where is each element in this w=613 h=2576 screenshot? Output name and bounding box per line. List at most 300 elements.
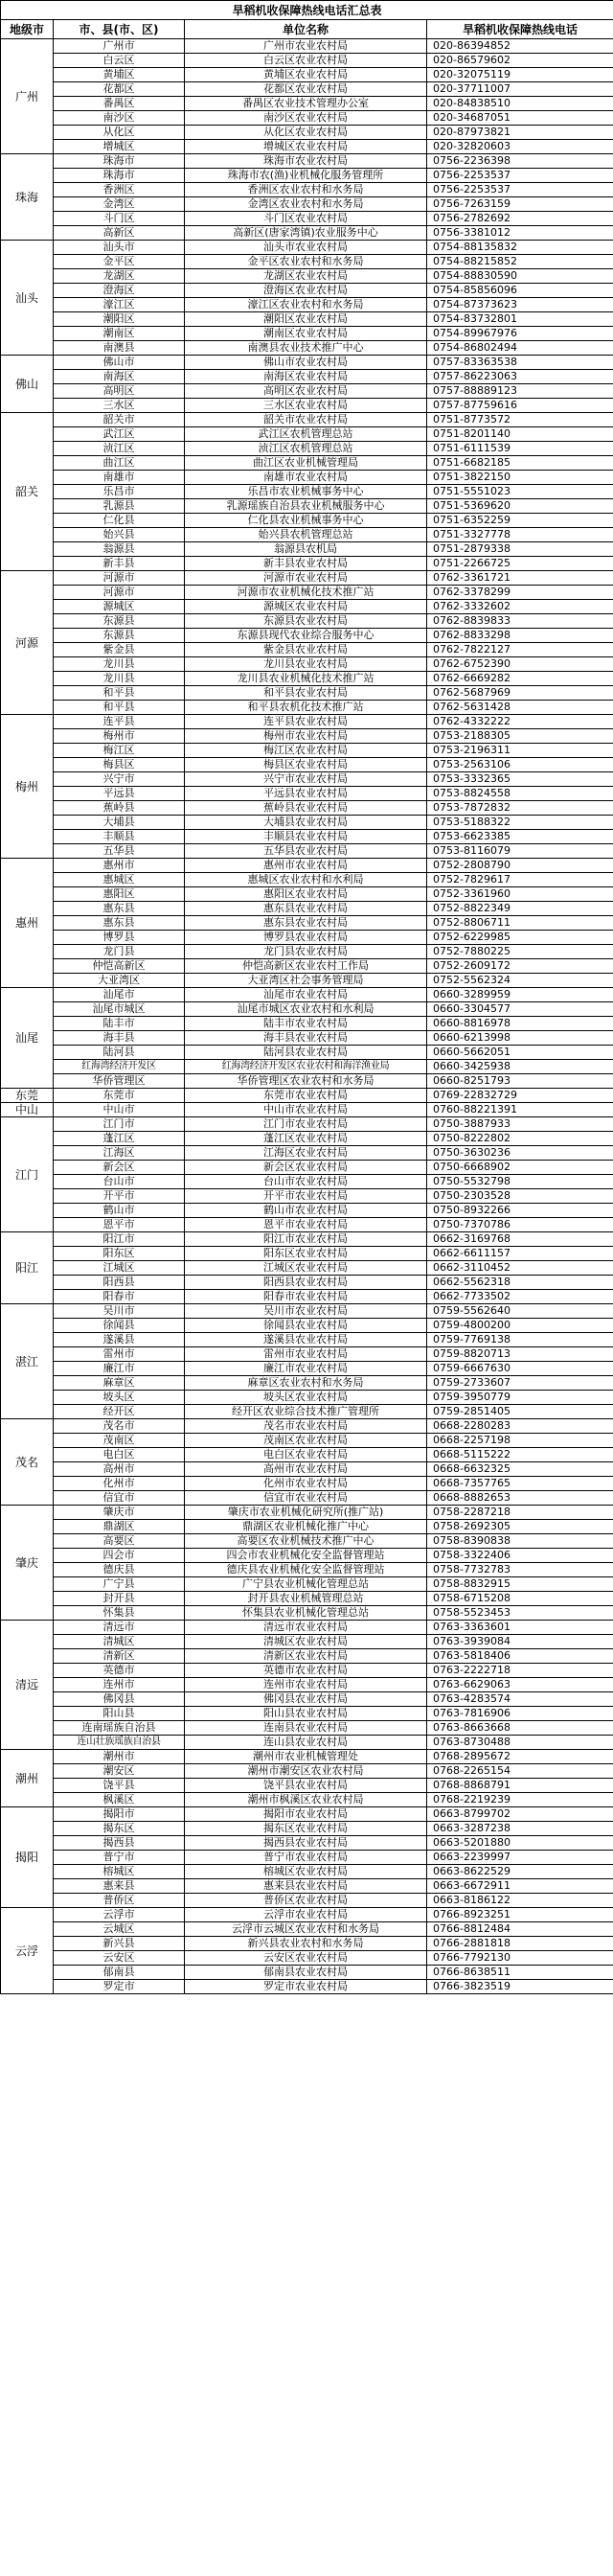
table-row: [1, 772, 613, 787]
table-row: [1, 1822, 613, 1836]
table-row: [1, 1534, 613, 1549]
county-cell: 普宁市: [54, 1851, 185, 1865]
county-cell: 高新区: [54, 226, 185, 241]
phone-cell: 0753-7872832: [427, 801, 613, 816]
table-row: [1, 859, 613, 873]
table-row: [1, 1304, 613, 1319]
table-row: [1, 629, 613, 643]
phone-cell: 0663-2239997: [427, 1851, 613, 1865]
county-cell: 花都区: [54, 82, 185, 97]
unit-cell: 四会市农业机械化安全监督管理站: [185, 1549, 427, 1563]
phone-cell: 0753-6623385: [427, 830, 613, 844]
table-row: [1, 959, 613, 974]
county-cell: 五华县: [54, 844, 185, 859]
county-cell: 茂南区: [54, 1434, 185, 1448]
phone-cell: 0752-5562324: [427, 974, 613, 988]
phone-cell: 0663-5201880: [427, 1836, 613, 1851]
unit-cell: 香洲区农业农村和水务局: [185, 183, 427, 197]
table-row: [1, 1261, 613, 1276]
phone-cell: 020-86394852: [427, 39, 613, 54]
table-row: [1, 729, 613, 744]
phone-cell: 0763-8730488: [427, 1736, 613, 1750]
phone-cell: 0754-83732801: [427, 312, 613, 327]
unit-cell: 化州市农业农村局: [185, 1477, 427, 1491]
table-row: [1, 1807, 613, 1822]
phone-cell: 0751-5369620: [427, 499, 613, 514]
unit-cell: 珠海市农业农村局: [185, 154, 427, 169]
county-cell: 从化区: [54, 126, 185, 140]
county-cell: 惠阳区: [54, 887, 185, 902]
county-cell: 德庆县: [54, 1563, 185, 1577]
unit-cell: 广州市农业农村局: [185, 39, 427, 54]
county-cell: 连山壮族瑶族自治县: [54, 1736, 185, 1750]
unit-cell: 潮州市枫溪区农业农村局: [185, 1793, 427, 1807]
header-county: 市、县(市、区): [54, 20, 185, 39]
unit-cell: 南雄市农业农村局: [185, 471, 427, 485]
unit-cell: 蓬江区农业农村局: [185, 1132, 427, 1146]
table-row: [1, 542, 613, 557]
unit-cell: 茂南区农业农村局: [185, 1434, 427, 1448]
phone-cell: 0762-4332222: [427, 715, 613, 729]
county-cell: 红海湾经济开发区: [54, 1060, 185, 1074]
unit-cell: 江城区农业农村局: [185, 1261, 427, 1276]
phone-cell: 0668-7357765: [427, 1477, 613, 1491]
county-cell: 新兴县: [54, 1937, 185, 1951]
phone-cell: 020-32075119: [427, 68, 613, 82]
city-cell: 韶关: [1, 413, 54, 571]
phone-cell: 0758-5523453: [427, 1606, 613, 1621]
unit-cell: 阳东区农业农村局: [185, 1247, 427, 1261]
unit-cell: 南海区农业农村局: [185, 370, 427, 384]
county-cell: 梅县区: [54, 758, 185, 772]
unit-cell: 新会区农业农村局: [185, 1161, 427, 1175]
phone-cell: 0668-2257198: [427, 1434, 613, 1448]
phone-cell: 0753-2563106: [427, 758, 613, 772]
phone-cell: 0763-3363601: [427, 1621, 613, 1635]
phone-cell: 0753-5188322: [427, 816, 613, 830]
county-cell: 徐闻县: [54, 1319, 185, 1333]
unit-cell: 潮南区农业农村局: [185, 327, 427, 341]
unit-cell: 惠来县农业农村局: [185, 1879, 427, 1894]
phone-cell: 0662-3169768: [427, 1232, 613, 1247]
phone-cell: 0759-8820713: [427, 1347, 613, 1362]
county-cell: 麻章区: [54, 1376, 185, 1391]
county-cell: 金平区: [54, 255, 185, 269]
phone-cell: 020-32820603: [427, 140, 613, 154]
table-row: [1, 226, 613, 241]
unit-cell: 武江区农机管理总站: [185, 427, 427, 442]
county-cell: 饶平县: [54, 1779, 185, 1793]
county-cell: 黄埔区: [54, 68, 185, 82]
table-row: [1, 1779, 613, 1793]
table-row: [1, 1247, 613, 1261]
phone-cell: 0751-8201140: [427, 427, 613, 442]
county-cell: 鹤山市: [54, 1204, 185, 1218]
county-cell: 河源市: [54, 586, 185, 600]
unit-cell: 惠东县农业农村局: [185, 902, 427, 916]
unit-cell: 翁源县农机局: [185, 542, 427, 557]
city-cell: 广州: [1, 39, 54, 154]
phone-cell: 0762-3378299: [427, 586, 613, 600]
unit-cell: 浈江区农机管理总站: [185, 442, 427, 456]
table-row: [1, 1707, 613, 1721]
county-cell: 龙湖区: [54, 269, 185, 284]
phone-cell: 0663-6672911: [427, 1879, 613, 1894]
table-row: [1, 298, 613, 312]
table-row: [1, 657, 613, 672]
county-cell: 惠城区: [54, 873, 185, 887]
county-cell: 珠海市: [54, 154, 185, 169]
county-cell: 清远市: [54, 1621, 185, 1635]
county-cell: 浈江区: [54, 442, 185, 456]
table-row: [1, 485, 613, 499]
unit-cell: 珠海市农(渔)业机械化服务管理所: [185, 169, 427, 183]
county-cell: 清城区: [54, 1635, 185, 1649]
county-cell: 榕城区: [54, 1865, 185, 1879]
county-cell: 遂溪县: [54, 1333, 185, 1347]
phone-cell: 0759-7769138: [427, 1333, 613, 1347]
table-row: [1, 1017, 613, 1031]
county-cell: 罗定市: [54, 1980, 185, 1994]
table-row: [1, 1319, 613, 1333]
table-row: [1, 1879, 613, 1894]
table-row: [1, 1117, 613, 1132]
unit-cell: 金湾区农业农村和水务局: [185, 197, 427, 212]
table-row: [1, 269, 613, 284]
table-row: [1, 988, 613, 1002]
unit-cell: 肇庆市农业机械化研究所(推广站): [185, 1506, 427, 1520]
phone-cell: 0757-87759616: [427, 399, 613, 413]
table-row: [1, 154, 613, 169]
county-cell: 高明区: [54, 384, 185, 399]
unit-cell: 鼎湖区农业机械化推广中心: [185, 1520, 427, 1534]
county-cell: 四会市: [54, 1549, 185, 1563]
city-cell: 汕头: [1, 241, 54, 356]
table-row: [1, 844, 613, 859]
county-cell: 河源市: [54, 571, 185, 586]
county-cell: 兴宁市: [54, 772, 185, 787]
city-cell: 惠州: [1, 859, 54, 988]
phone-cell: 0766-7792130: [427, 1951, 613, 1966]
county-cell: 汕尾市城区: [54, 1002, 185, 1017]
header-unit: 单位名称: [185, 20, 427, 39]
unit-cell: 紫金县农业农村局: [185, 643, 427, 657]
table-row: [1, 1290, 613, 1304]
county-cell: 三水区: [54, 399, 185, 413]
phone-cell: 0757-83363538: [427, 356, 613, 370]
phone-cell: 0759-3950779: [427, 1391, 613, 1405]
table-row: [1, 197, 613, 212]
unit-cell: 博罗县农业农村局: [185, 931, 427, 945]
phone-cell: 0759-2733607: [427, 1376, 613, 1391]
unit-cell: 揭西县农业农村局: [185, 1836, 427, 1851]
unit-cell: 江门市农业农村局: [185, 1117, 427, 1132]
unit-cell: 高要区农业机械技术推广中心: [185, 1534, 427, 1549]
phone-cell: 0762-5687969: [427, 686, 613, 701]
phone-cell: 0750-2303528: [427, 1189, 613, 1204]
county-cell: 大亚湾区: [54, 974, 185, 988]
phone-cell: 0759-6667630: [427, 1362, 613, 1376]
county-cell: 大埔县: [54, 816, 185, 830]
county-cell: 鼎湖区: [54, 1520, 185, 1534]
phone-cell: 0768-2219239: [427, 1793, 613, 1807]
city-cell: 湛江: [1, 1304, 54, 1419]
unit-cell: 云浮市农业农村局: [185, 1908, 427, 1922]
unit-cell: 海丰县农业农村局: [185, 1031, 427, 1046]
table-row: [1, 1175, 613, 1189]
unit-cell: 潮州市农业机械管理处: [185, 1750, 427, 1764]
unit-cell: 梅州市农业农村局: [185, 729, 427, 744]
city-cell: 肇庆: [1, 1506, 54, 1621]
unit-cell: 罗定市农业农村局: [185, 1980, 427, 1994]
unit-cell: 红海湾经济开发区农业农村和海洋渔业局: [185, 1060, 427, 1074]
unit-cell: 兴宁市农业农村局: [185, 772, 427, 787]
phone-cell: 0766-2881818: [427, 1937, 613, 1951]
table-row: [1, 1980, 613, 1994]
table-row: [1, 1161, 613, 1175]
unit-cell: 南澳县农业技术推广中心: [185, 341, 427, 356]
unit-cell: 茂名市农业农村局: [185, 1419, 427, 1434]
phone-cell: 0758-8390838: [427, 1534, 613, 1549]
table-row: [1, 356, 613, 370]
phone-cell: 0660-3425938: [427, 1060, 613, 1074]
table-row: [1, 1563, 613, 1577]
phone-cell: 0763-5818406: [427, 1649, 613, 1664]
unit-cell: 清新区农业农村局: [185, 1649, 427, 1664]
unit-cell: 经开区农业综合技术推广管理所: [185, 1405, 427, 1419]
table-row: [1, 1506, 613, 1520]
phone-cell: 0754-88830590: [427, 269, 613, 284]
unit-cell: 连州市农业农村局: [185, 1678, 427, 1692]
unit-cell: 东源县农业农村局: [185, 614, 427, 629]
table-row: [1, 514, 613, 528]
unit-cell: 蕉岭县农业农村局: [185, 801, 427, 816]
phone-cell: 020-34687051: [427, 111, 613, 126]
unit-cell: 阳山县农业农村局: [185, 1707, 427, 1721]
table-row: [1, 1491, 613, 1506]
unit-cell: 韶关市农业农村局: [185, 413, 427, 427]
table-row: [1, 758, 613, 772]
table-row: [1, 1865, 613, 1879]
county-cell: 番禺区: [54, 97, 185, 111]
city-cell: 东莞: [1, 1089, 54, 1103]
unit-cell: 乳源瑶族自治县农业机械服务中心: [185, 499, 427, 514]
phone-cell: 0751-2266725: [427, 557, 613, 571]
table-row: [1, 528, 613, 542]
phone-cell: 0763-6629063: [427, 1678, 613, 1692]
phone-cell: 0756-7263159: [427, 197, 613, 212]
county-cell: 揭东区: [54, 1822, 185, 1836]
county-cell: 东源县: [54, 629, 185, 643]
phone-cell: 0668-5115222: [427, 1448, 613, 1462]
unit-cell: 斗门区农业农村局: [185, 212, 427, 226]
county-cell: 枫溪区: [54, 1793, 185, 1807]
phone-cell: 0750-3630236: [427, 1146, 613, 1161]
unit-cell: 惠东县农业农村局: [185, 916, 427, 931]
unit-cell: 连平县农业农村局: [185, 715, 427, 729]
table-row: [1, 1060, 613, 1074]
table-row: [1, 82, 613, 97]
unit-cell: 普侨区农业农村局: [185, 1894, 427, 1908]
unit-cell: 揭阳市农业农村局: [185, 1807, 427, 1822]
unit-cell: 金平区农业农村和水务局: [185, 255, 427, 269]
unit-cell: 龙门县农业农村局: [185, 945, 427, 959]
unit-cell: 和平县农业农村局: [185, 686, 427, 701]
city-cell: 珠海: [1, 154, 54, 241]
unit-cell: 雷州市农业农村局: [185, 1347, 427, 1362]
county-cell: 开平市: [54, 1189, 185, 1204]
phone-cell: 0662-5562318: [427, 1276, 613, 1290]
table-row: [1, 1894, 613, 1908]
unit-cell: 普宁市农业农村局: [185, 1851, 427, 1865]
county-cell: 怀集县: [54, 1606, 185, 1621]
table-row: [1, 1448, 613, 1462]
phone-cell: 0769-22832729: [427, 1089, 613, 1103]
table-row: [1, 471, 613, 485]
county-cell: 江城区: [54, 1261, 185, 1276]
table-row: [1, 1434, 613, 1448]
county-cell: 南海区: [54, 370, 185, 384]
county-cell: 英德市: [54, 1664, 185, 1678]
county-cell: 濠江区: [54, 298, 185, 312]
table-row: [1, 1046, 613, 1060]
table-row: [1, 413, 613, 427]
table-row: [1, 1678, 613, 1692]
county-cell: 龙门县: [54, 945, 185, 959]
unit-cell: 恩平市农业农村局: [185, 1218, 427, 1232]
table-row: [1, 931, 613, 945]
phone-cell: 0752-2609172: [427, 959, 613, 974]
phone-cell: 0662-7733502: [427, 1290, 613, 1304]
unit-cell: 徐闻县农业农村局: [185, 1319, 427, 1333]
table-row: [1, 427, 613, 442]
table-row: [1, 140, 613, 154]
unit-cell: 新丰县农业农村局: [185, 557, 427, 571]
unit-cell: 梅县区农业农村局: [185, 758, 427, 772]
table-row: [1, 1132, 613, 1146]
phone-cell: 0751-6352259: [427, 514, 613, 528]
phone-cell: 0758-3322406: [427, 1549, 613, 1563]
table-row: [1, 1204, 613, 1218]
county-cell: 连南瑶族自治县: [54, 1721, 185, 1736]
table-row: [1, 830, 613, 844]
phone-cell: 0753-8116079: [427, 844, 613, 859]
county-cell: 江海区: [54, 1146, 185, 1161]
phone-cell: 0663-8186122: [427, 1894, 613, 1908]
table-row: [1, 1606, 613, 1621]
phone-cell: 0752-8822349: [427, 902, 613, 916]
phone-cell: 0759-5562640: [427, 1304, 613, 1319]
unit-cell: 汕头市农业农村局: [185, 241, 427, 255]
county-cell: 揭西县: [54, 1836, 185, 1851]
phone-cell: 0762-8833298: [427, 629, 613, 643]
phone-cell: 0751-2879338: [427, 542, 613, 557]
county-cell: 电白区: [54, 1448, 185, 1462]
unit-cell: 陆丰市农业农村局: [185, 1017, 427, 1031]
table-row: [1, 312, 613, 327]
unit-cell: 坡头区农业农村局: [185, 1391, 427, 1405]
unit-cell: 阳西县农业农村局: [185, 1276, 427, 1290]
phone-cell: 0754-87373623: [427, 298, 613, 312]
unit-cell: 廉江市农业农村局: [185, 1362, 427, 1376]
county-cell: 新会区: [54, 1161, 185, 1175]
unit-cell: 和平县农机化技术推广站: [185, 701, 427, 715]
county-cell: 韶关市: [54, 413, 185, 427]
phone-cell: 0754-88135832: [427, 241, 613, 255]
table-row: [1, 1419, 613, 1434]
table-row: [1, 1074, 613, 1089]
table-row: [1, 715, 613, 729]
table-row: [1, 212, 613, 226]
city-cell: 清远: [1, 1621, 54, 1750]
phone-cell: 0763-3939084: [427, 1635, 613, 1649]
unit-cell: 清城区农业农村局: [185, 1635, 427, 1649]
county-cell: 坡头区: [54, 1391, 185, 1405]
county-cell: 东源县: [54, 614, 185, 629]
unit-cell: 惠城区农业农村和水利局: [185, 873, 427, 887]
table-row: [1, 571, 613, 586]
county-cell: 中山市: [54, 1103, 185, 1117]
unit-cell: 英德市农业农村局: [185, 1664, 427, 1678]
unit-cell: 云浮市云城区农业农村和水务局: [185, 1922, 427, 1937]
table-row: [1, 701, 613, 715]
unit-cell: 信宜市农业农村局: [185, 1491, 427, 1506]
county-cell: 经开区: [54, 1405, 185, 1419]
county-cell: 乳源县: [54, 499, 185, 514]
phone-cell: 0754-85856096: [427, 284, 613, 298]
phone-cell: 0756-3381012: [427, 226, 613, 241]
unit-cell: 龙川县农业机械化技术推广站: [185, 672, 427, 686]
phone-cell: 0758-8832915: [427, 1577, 613, 1592]
unit-cell: 新兴县农业农村和水务局: [185, 1937, 427, 1951]
county-cell: 潮州市: [54, 1750, 185, 1764]
unit-cell: 吴川市农业农村局: [185, 1304, 427, 1319]
unit-cell: 源城区农业农村局: [185, 600, 427, 614]
county-cell: 增城区: [54, 140, 185, 154]
county-cell: 龙川县: [54, 672, 185, 686]
unit-cell: 遂溪县农业农村局: [185, 1333, 427, 1347]
table-row: [1, 1621, 613, 1635]
phone-cell: 020-86579602: [427, 54, 613, 68]
table-row: [1, 1089, 613, 1103]
table-row: [1, 557, 613, 571]
unit-cell: 梅江区农业农村局: [185, 744, 427, 758]
county-cell: 高州市: [54, 1462, 185, 1477]
county-cell: 信宜市: [54, 1491, 185, 1506]
county-cell: 香洲区: [54, 183, 185, 197]
city-cell: 潮州: [1, 1750, 54, 1807]
table-row: [1, 341, 613, 356]
table-row: [1, 974, 613, 988]
table-row: [1, 39, 613, 54]
phone-cell: 0752-6229985: [427, 931, 613, 945]
unit-cell: 鹤山市农业农村局: [185, 1204, 427, 1218]
table-row: [1, 1347, 613, 1362]
unit-cell: 东源县现代农业综合服务中心: [185, 629, 427, 643]
table-row: [1, 945, 613, 959]
county-cell: 茂名市: [54, 1419, 185, 1434]
phone-cell: 0763-8663668: [427, 1721, 613, 1736]
table-row: [1, 1592, 613, 1606]
phone-cell: 0752-2808790: [427, 859, 613, 873]
phone-cell: 0660-3289959: [427, 988, 613, 1002]
table-row: [1, 1793, 613, 1807]
table-row: [1, 399, 613, 413]
table-row: [1, 1966, 613, 1980]
table-row: [1, 600, 613, 614]
table-row: [1, 456, 613, 471]
table-row: [1, 1405, 613, 1419]
